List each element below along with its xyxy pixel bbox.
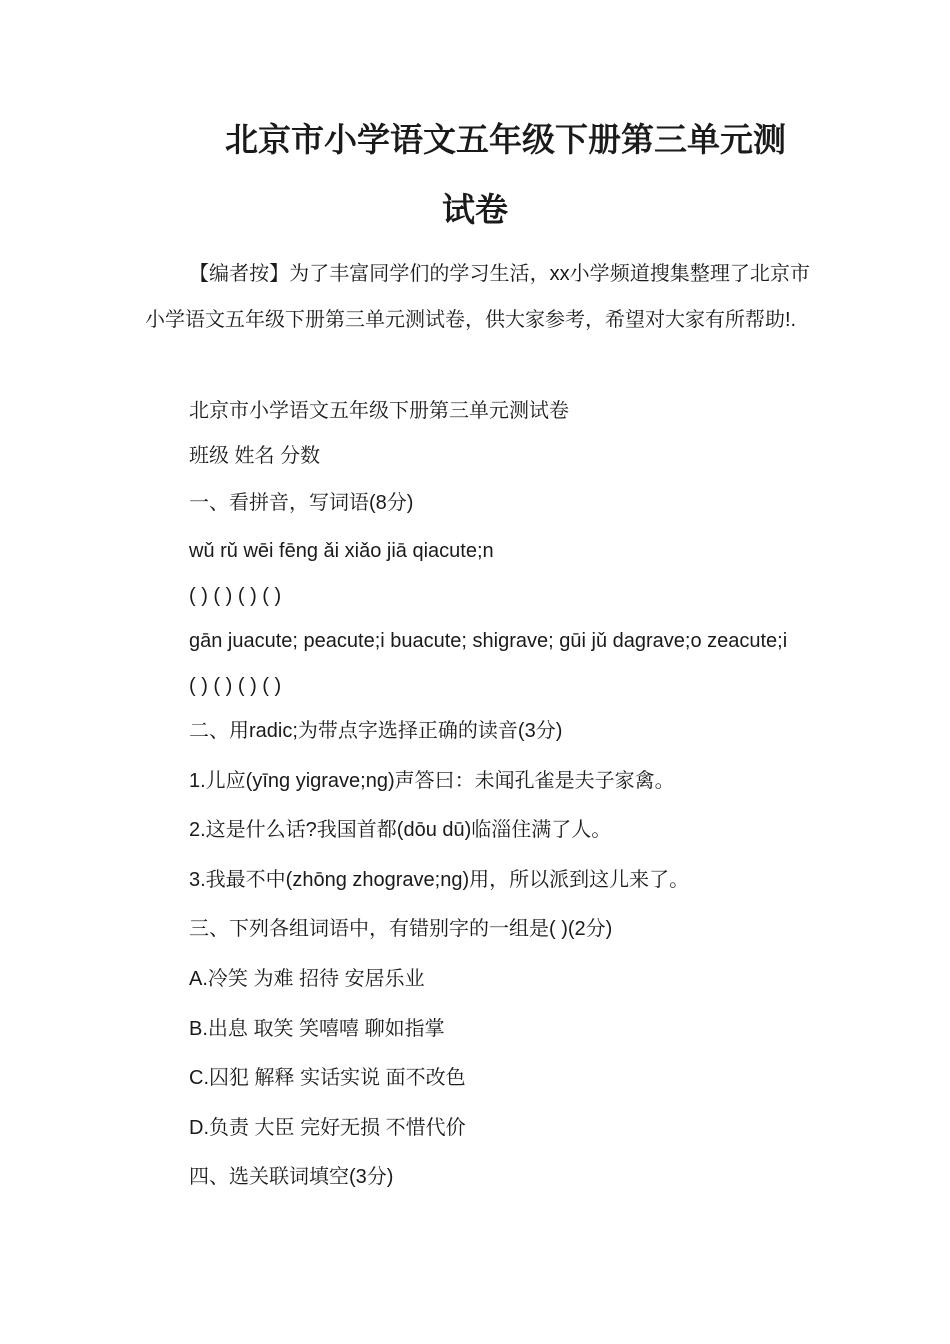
option-a: A.冷笑 为难 招待 安居乐业 [189,968,425,990]
option-c: C.囚犯 解释 实话实说 面不改色 [189,1067,466,1089]
document-title-line-2: 试卷 [442,190,508,229]
answer-blanks-2: ( ) ( ) ( ) ( ) [189,675,282,697]
pinyin-line-2: gān juacute; peacute;i buacute; shigrave; gūi jǔ dagrave;o zeacute;i [189,630,788,652]
editor-note-paragraph: 【编者按】为了丰富同学们的学习生活，xx小学频道搜集整理了北京市小学语文五年级下册第三单元测试卷，供大家参考，希望对大家有所帮助!. [145,263,810,331]
section-1-heading: 一、看拼音，写词语(8分) [189,492,414,514]
exam-subtitle: 北京市小学语文五年级下册第三单元测试卷 [189,400,569,422]
section-3-heading: 三、下列各组词语中，有错别字的一组是( )(2分) [189,918,613,940]
option-d: D.负责 大臣 完好无损 不惜代价 [189,1117,466,1139]
student-info-line: 班级 姓名 分数 [189,445,321,467]
section-2-heading: 二、用radic;为带点字选择正确的读音(3分) [189,720,563,742]
document-title-line-1: 北京市小学语文五年级下册第三单元测 [225,120,786,159]
pinyin-line-1: wǔ rǔ wēi fēng ǎi xiǎo jiā qiacute;n [189,540,494,562]
option-b: B.出息 取笑 笑嘻嘻 聊如指掌 [189,1018,445,1040]
question-2-2: 2.这是什么话?我国首都(dōu dū)临淄住满了人。 [189,819,612,841]
answer-blanks-1: ( ) ( ) ( ) ( ) [189,585,282,607]
section-4-heading: 四、选关联词填空(3分) [189,1166,394,1188]
question-2-3: 3.我最不中(zhōng zhograve;ng)用，所以派到这儿来了。 [189,869,690,891]
question-2-1: 1.儿应(yīng yigrave;ng)声答曰：未闻孔雀是夫子家禽。 [189,770,675,792]
